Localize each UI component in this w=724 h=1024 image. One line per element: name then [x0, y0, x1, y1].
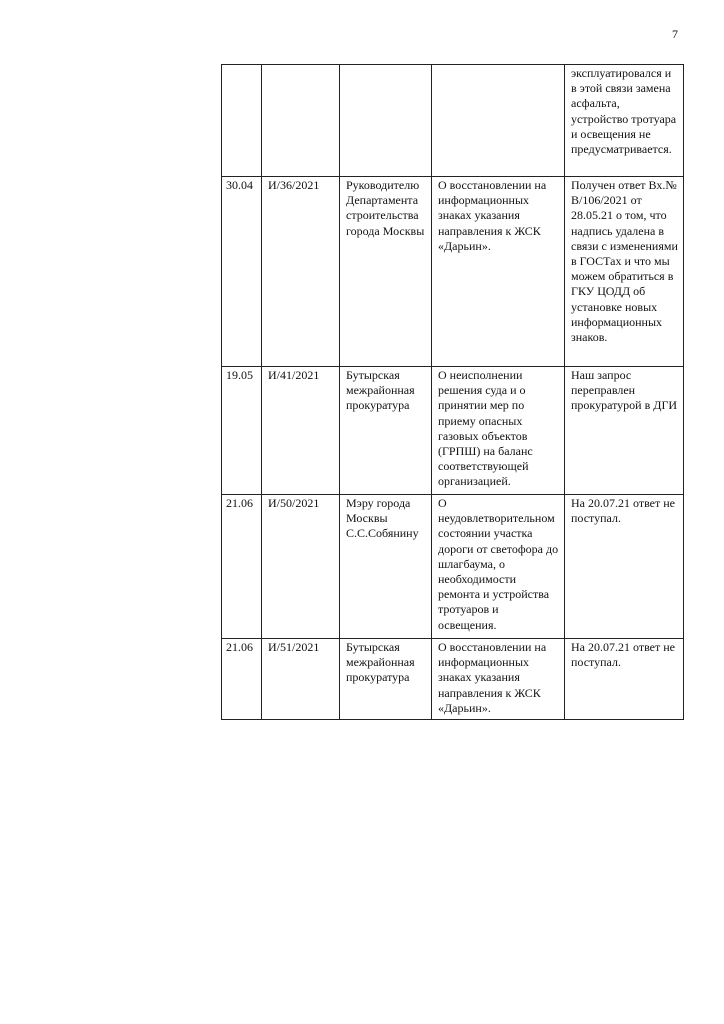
cell-subject: О восстановлении на информационных знаках указания направления к ЖСК «Дарьин».	[432, 177, 565, 367]
cell-recipient: Руководителю Департамента строительства города Москвы	[340, 177, 432, 367]
cell-result: На 20.07.21 ответ не поступал.	[565, 495, 684, 639]
cell-result: Наш запрос переправлен прокуратурой в ДГИ	[565, 367, 684, 495]
cell-date: 19.05	[222, 367, 262, 495]
table-row	[222, 65, 684, 177]
cell-result: На 20.07.21 ответ не поступал.	[565, 639, 684, 720]
cell-number: И/41/2021	[262, 367, 340, 495]
cell-subject: О восстановлении на информационных знаках указания направления к ЖСК «Дарьин».	[432, 639, 565, 720]
table-row	[222, 495, 684, 639]
table-row	[222, 639, 684, 720]
cell-recipient	[340, 65, 432, 177]
page-number: 7	[672, 27, 678, 41]
cell-recipient: Бутырская межрайонная прокуратура	[340, 639, 432, 720]
correspondence-table	[221, 64, 684, 720]
cell-number	[262, 65, 340, 177]
cell-date: 21.06	[222, 639, 262, 720]
cell-date: 30.04	[222, 177, 262, 367]
cell-subject: О неисполнении решения суда и о принятии мер по приему опасных газовых объектов (ГРПШ) на баланс соответствующей организацией.	[432, 367, 565, 495]
cell-recipient: Мэру города Москвы С.С.Собянину	[340, 495, 432, 639]
table-row	[222, 367, 684, 495]
cell-result: эксплуатировался и в этой связи замена асфальта, устройство тротуара и освещения не предусматривается.	[565, 65, 684, 177]
cell-subject: О неудовлетворительном состоянии участка дороги от светофора до шлагбаума, о необходимости ремонта и устройства тротуаров и освещения.	[432, 495, 565, 639]
cell-date	[222, 65, 262, 177]
cell-subject	[432, 65, 565, 177]
table-row	[222, 177, 684, 367]
cell-number: И/50/2021	[262, 495, 340, 639]
cell-recipient: Бутырская межрайонная прокуратура	[340, 367, 432, 495]
cell-number: И/36/2021	[262, 177, 340, 367]
cell-number: И/51/2021	[262, 639, 340, 720]
cell-date: 21.06	[222, 495, 262, 639]
cell-result: Получен ответ Вх.№ В/106/2021 от 28.05.21 о том, что надпись удалена в связи с изменениями в ГОСТах и что мы можем обратиться в ГКУ ЦОДД об установке новых информационных знаков.	[565, 177, 684, 367]
